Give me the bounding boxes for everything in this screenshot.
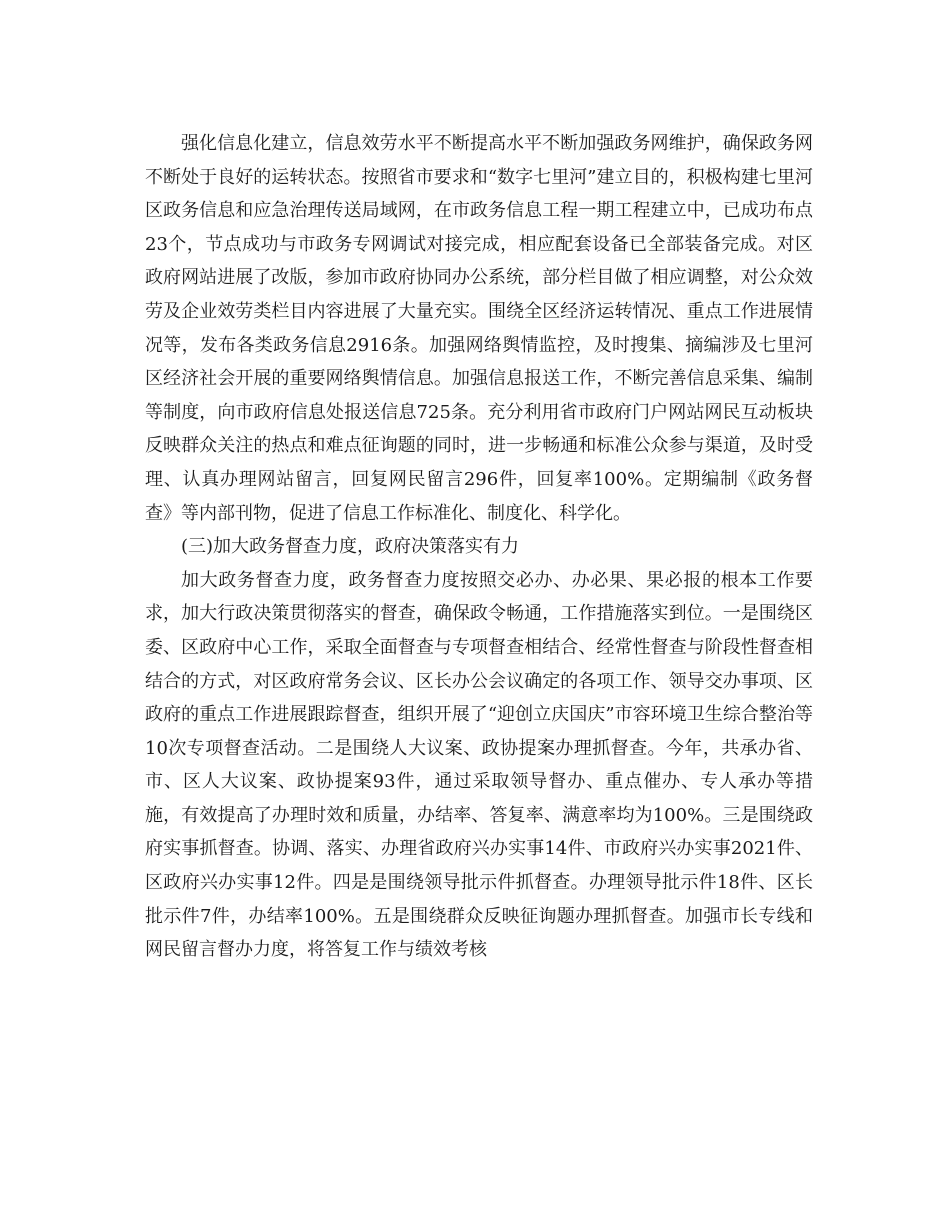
paragraph-supervision: 加大政务督查力度，政务督查力度按照交必办、办必果、果必报的根本工作要求，加大行政决策贯彻落实的督查，确保政令畅通，工作措施落实到位。一是围绕区委、区政府中心工作，采取全面督查与专项督查相结合、经常性督查与阶段性督查相结合的方式，对区政府常务会议、区长办公会议确定的各项工作、领导交办事项、区政府的重点工作进展跟踪督查，组织开展了“迎创立庆国庆”市容环境卫生综合整治等10次专项督查活动。二是围绕人大议案、政协提案办理抓督查。今年，共承办省、市、区人大议案、政协提案93件，通过采取领导督办、重点催办、专人承办等措施，有效提高了办理时效和质量，办结率、答复率、满意率均为100%。三是围绕政府实事抓督查。协调、落实、办理省政府兴办实事14件、市政府兴办实事2021件、区政府兴办实事12件。四是是围绕领导批示件抓督查。办理领导批示件18件、区长批示件7件，办结率100%。五是围绕群众反映征询题办理抓督查。加强市长专线和网民留言督办力度，将答复工作与绩效考核 — [145, 569, 813, 961]
section-heading-supervision: (三)加大政务督查力度，政府决策落实有力 — [181, 536, 520, 558]
paragraph-informatization: 强化信息化建立，信息效劳水平不断提高水平不断加强政务网维护，确保政务网不断处于良好的运转状态。按照省市要求和“数字七里河”建立目的，积极构建七里河区政务信息和应急治理传送局域网，在市政务信息工程一期工程建立中，已成功布点23个，节点成功与市政务专网调试对接完成，相应配套设备已全部装备完成。对区政府网站进展了改版，参加市政府协同办公系统，部分栏目做了相应调整，对公众效劳及企业效劳类栏目内容进展了大量充实。围绕全区经济运转情况、重点工作进展情况等，发布各类政务信息2916条。加强网络舆情监控，及时搜集、摘编涉及七里河区经济社会开展的重要网络舆情信息。加强信息报送工作，不断完善信息采集、编制等制度，向市政府信息处报送信息725条。充分利用省市政府门户网站网民互动板块反映群众关注的热点和难点征询题的同时，进一步畅通和标准公众参与渠道，及时受理、认真办理网站留言，回复网民留言296件，回复率100%。定期编制《政务督查》等内部刊物，促进了信息工作标准化、制度化、科学化。 — [145, 133, 813, 524]
document-body — [145, 127, 813, 967]
